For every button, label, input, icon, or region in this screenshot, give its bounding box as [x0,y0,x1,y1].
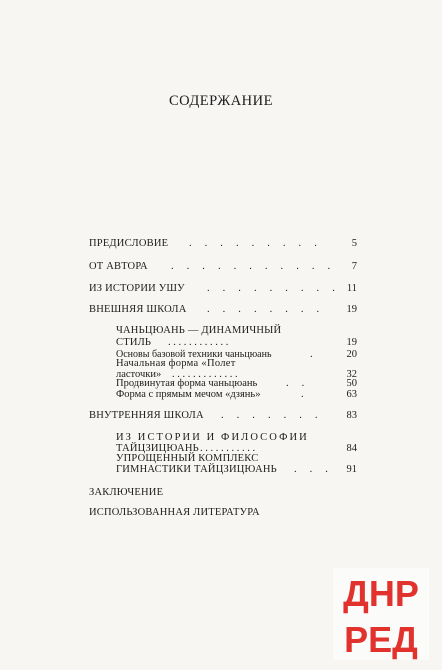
toc-entry-page: 19 [346,304,357,315]
toc-entry-page: 7 [351,261,357,272]
toc-entry-label: ИЗ ИСТОРИИ УШУ [89,283,185,294]
toc-entry-dots: . [310,349,318,360]
toc-entry-label: ЧАНЬЦЮАНЬ — ДИНАМИЧНЫЙ [116,325,282,336]
toc-entry-label: Основы базовой техники чаньцюань [116,349,272,360]
toc-entry-label: ВНЕШНЯЯ ШКОЛА [89,304,187,315]
toc-entry-dots: . . . . . . . . . [189,238,323,249]
page-title: СОДЕРЖАНИЕ [169,93,273,109]
toc-entry-label: ГИМНАСТИКИ ТАЙЦЗИЦЮАНЬ [116,464,277,475]
toc-entry-dots: . . [286,378,310,389]
toc-entry-dots: . . . . . . . . . . . . [168,337,229,348]
toc-entry-simplified-complex [116,453,357,477]
toc-entry-dots: . . . . . . . . . . . [200,443,256,454]
toc-entry-label: ЗАКЛЮЧЕНИЕ [89,487,164,498]
logo-bottom-text: РЕД [344,619,418,660]
toc-entry-label: Продвинутая форма чаньцюань [116,378,258,389]
toc-entry-label: ласточки» [116,369,162,380]
toc-entry-label: ТАЙЦЗИЦЮАНЬ [116,443,199,454]
toc-entry-label: ПРЕДИСЛОВИЕ [89,238,169,249]
toc-entry-dots: . . . . . . . . [207,304,325,315]
toc-entry-label: Форма с прямым мечом «дзянь» [116,389,261,400]
logo-top-text: ДНР [343,573,419,614]
toc-entry-label: ИЗ ИСТОРИИ И ФИЛОСОФИИ [116,432,309,443]
toc-entry-page: 19 [346,337,357,348]
toc-entry-dots: . . . . . . . [221,410,323,421]
toc-entry-label: СТИЛЬ [116,337,152,348]
watermark-logo [333,568,429,660]
toc-entry-label: ВНУТРЕННЯЯ ШКОЛА [89,410,204,421]
toc-entry-page: 5 [351,238,357,249]
toc-entry-page: 63 [346,389,357,400]
toc-entry-dots: . . . . . . . . . [207,283,341,294]
toc-entry-page: 91 [346,464,357,475]
toc-entry-label: Начальная форма «Полет [116,358,236,369]
toc-entry-dots: . . . . . . . . . . . [171,261,336,272]
toc-entry-page: 32 [346,369,357,380]
toc-entry-changquan-style [116,325,357,349]
toc-entry-label: ОТ АВТОРА [89,261,148,272]
toc-entry-page: 50 [346,378,357,389]
toc-entry-dots: . [301,389,309,400]
toc-entry-page: 20 [346,349,357,360]
toc-entry-dots: . . . . . . . . . . . . . [172,369,238,380]
toc-entry-page: 11 [346,283,357,294]
toc-entry-dots: . . . [294,464,334,475]
toc-entry-label: УПРОЩЕННЫЙ КОМПЛЕКС [116,453,259,464]
toc-entry-page: 83 [346,410,357,421]
toc-entry-label: ИСПОЛЬЗОВАННАЯ ЛИТЕРАТУРА [89,507,260,518]
toc-entry-page: 84 [346,443,357,454]
